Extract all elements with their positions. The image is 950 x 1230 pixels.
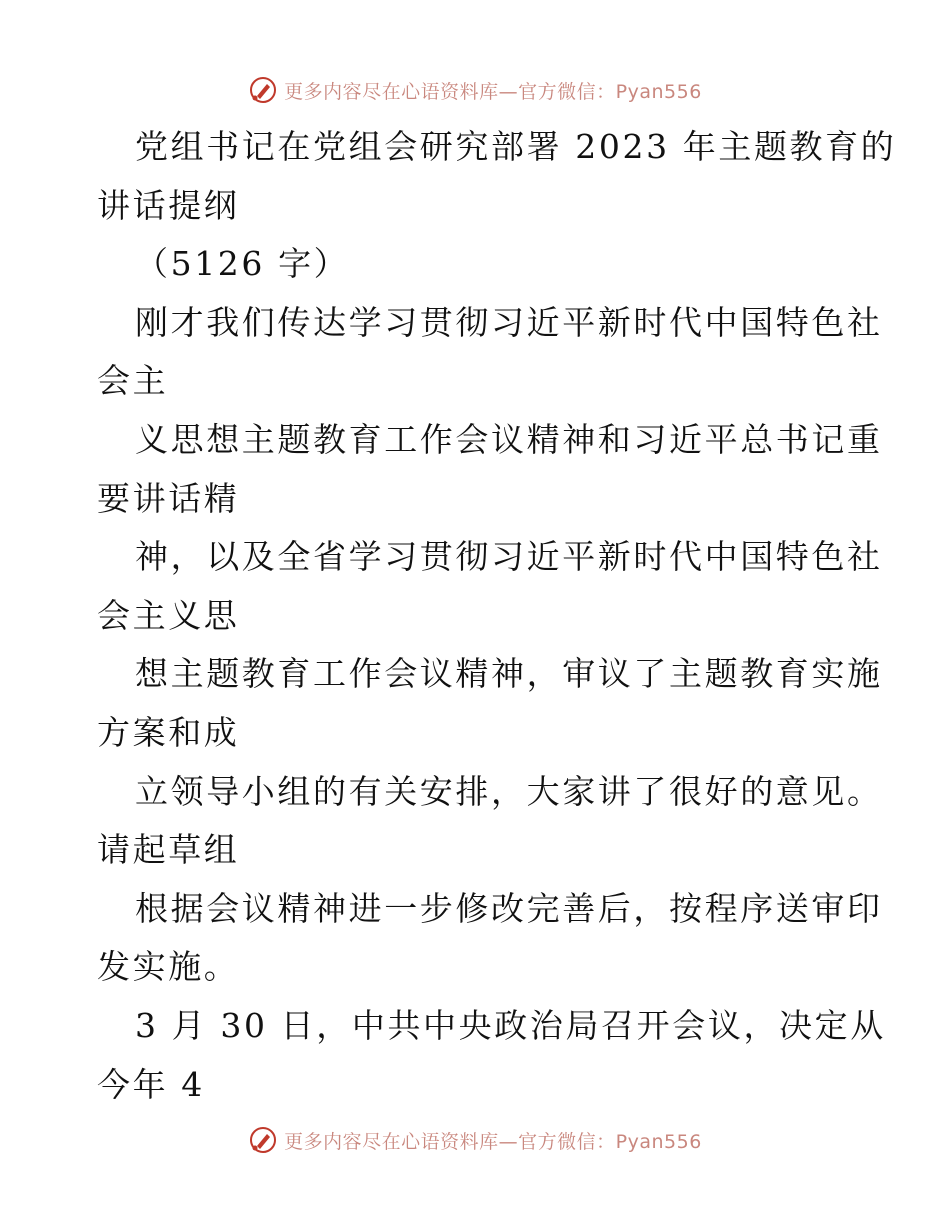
document-line: 根据会议精神进一步修改完善后，按程序送审印: [135, 888, 883, 928]
document-line: 3 月 30 日，中共中央政治局召开会议，决定从: [135, 1005, 886, 1045]
pen-nib-logo-icon: [248, 75, 278, 105]
document-line: 义思想主题教育工作会议精神和习近平总书记重: [135, 419, 883, 459]
document-line: 会主义思: [97, 595, 240, 635]
watermark-text: 更多内容尽在心语资料库—官方微信：Pyan556: [284, 1130, 702, 1153]
pen-nib-logo-icon: [248, 1125, 278, 1155]
document-line: 神，以及全省学习贯彻习近平新时代中国特色社: [135, 537, 883, 577]
document-line: 发实施。: [97, 947, 240, 987]
document-line: 党组书记在党组会研究部署 2023 年主题教育的: [135, 127, 897, 166]
document-line: 刚才我们传达学习贯彻习近平新时代中国特色社: [135, 302, 883, 342]
document-line: 想主题教育工作会议精神，审议了主题教育实施: [135, 654, 883, 694]
document-line: 要讲话精: [97, 478, 240, 518]
document-line: 会主: [97, 361, 169, 401]
watermark-text: 更多内容尽在心语资料库—官方微信：Pyan556: [284, 80, 702, 103]
document-line: （5126 字）: [135, 244, 350, 284]
document-line: 今年 4: [97, 1064, 205, 1104]
header-watermark: [0, 70, 950, 110]
footer-watermark: [0, 1120, 950, 1160]
document-line: 方案和成: [97, 712, 240, 752]
document-body: [97, 118, 897, 1114]
document-line: 请起草组: [97, 830, 240, 870]
document-line: 立领导小组的有关安排，大家讲了很好的意见。: [135, 771, 883, 811]
document-line: 讲话提纲: [97, 185, 240, 225]
